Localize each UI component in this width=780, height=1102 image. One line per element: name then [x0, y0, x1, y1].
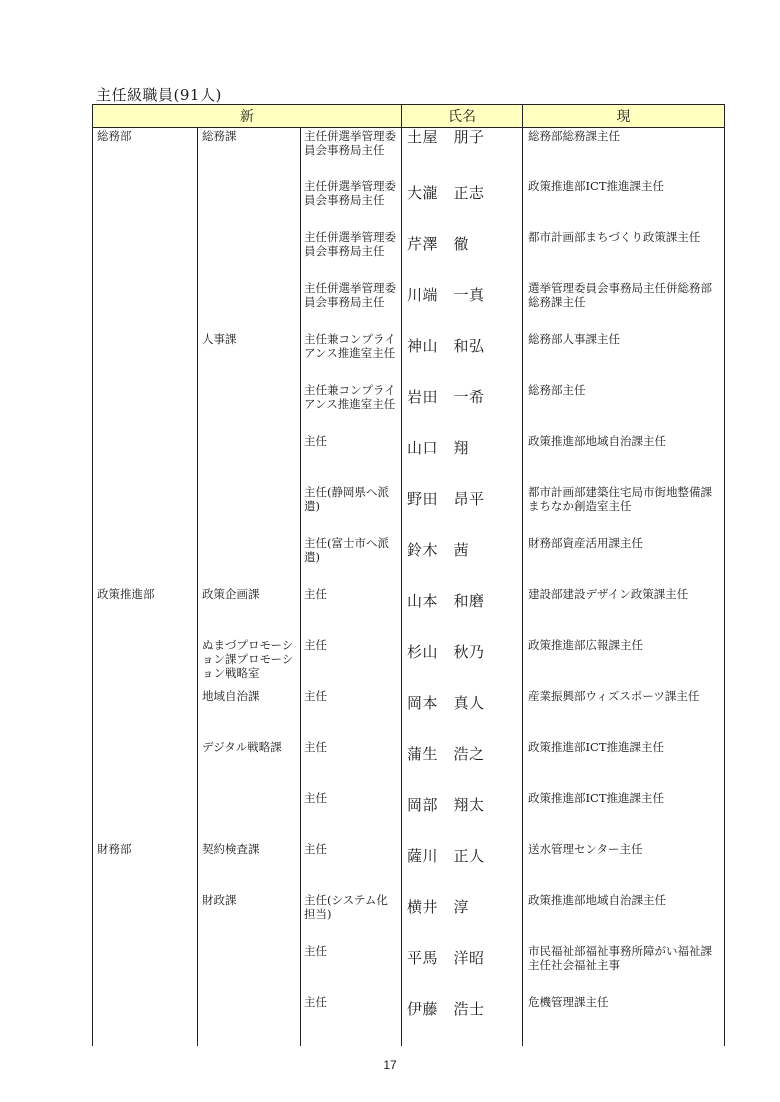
table-row [93, 383, 725, 434]
name-cell: 神山 和弘 [402, 332, 523, 383]
section-cell: ぬまづプロモーション課プロモーション戦略室 [198, 638, 301, 689]
name-cell: 岩田 一希 [402, 383, 523, 434]
department-cell [93, 485, 198, 536]
name-cell: 杉山 秋乃 [402, 638, 523, 689]
position-cell: 主任 [301, 740, 402, 791]
department-cell [93, 230, 198, 281]
name-cell: 岡部 翔太 [402, 791, 523, 842]
position-cell: 主任 [301, 434, 402, 485]
name-cell: 鈴木 茜 [402, 536, 523, 587]
section-cell [198, 383, 301, 434]
section-cell [198, 791, 301, 842]
previous-position-cell: 総務部人事課主任 [523, 332, 725, 383]
position-cell: 主任併選挙管理委員会事務局主任 [301, 179, 402, 230]
table-row [93, 128, 725, 179]
department-cell [93, 281, 198, 332]
page-number: 17 [383, 1058, 397, 1072]
department-cell [93, 638, 198, 689]
department-cell: 総務部 [93, 128, 198, 179]
position-cell: 主任 [301, 944, 402, 995]
position-cell: 主任兼コンプライアンス推進室主任 [301, 383, 402, 434]
previous-position-cell: 政策推進部ICT推進課主任 [523, 179, 725, 230]
table-row [93, 638, 725, 689]
department-cell [93, 893, 198, 944]
section-cell: デジタル戦略課 [198, 740, 301, 791]
position-cell: 主任併選挙管理委員会事務局主任 [301, 230, 402, 281]
name-cell: 横井 淳 [402, 893, 523, 944]
previous-position-cell: 政策推進部広報課主任 [523, 638, 725, 689]
department-cell [93, 944, 198, 995]
section-cell: 人事課 [198, 332, 301, 383]
previous-position-cell: 送水管理センター主任 [523, 842, 725, 893]
previous-position-cell: 市民福祉部福祉事務所障がい福祉課主任社会福祉主事 [523, 944, 725, 995]
previous-position-cell: 政策推進部ICT推進課主任 [523, 740, 725, 791]
name-cell: 岡本 真人 [402, 689, 523, 740]
previous-position-cell: 政策推進部地域自治課主任 [523, 893, 725, 944]
table-row [93, 536, 725, 587]
section-cell: 地域自治課 [198, 689, 301, 740]
table-row [93, 332, 725, 383]
table-header [93, 105, 725, 128]
table-row [93, 893, 725, 944]
name-cell: 芹澤 徹 [402, 230, 523, 281]
name-cell: 山本 和磨 [402, 587, 523, 638]
section-cell: 財政課 [198, 893, 301, 944]
position-cell: 主任併選挙管理委員会事務局主任 [301, 281, 402, 332]
position-cell: 主任併選挙管理委員会事務局主任 [301, 128, 402, 179]
table-row [93, 230, 725, 281]
position-cell: 主任(静岡県へ派遣) [301, 485, 402, 536]
previous-position-cell: 建設部建設デザイン政策課主任 [523, 587, 725, 638]
section-cell: 総務課 [198, 128, 301, 179]
section-cell [198, 434, 301, 485]
department-cell [93, 179, 198, 230]
table-row [93, 587, 725, 638]
position-cell: 主任 [301, 689, 402, 740]
previous-position-cell: 政策推進部地域自治課主任 [523, 434, 725, 485]
header-name: 氏名 [402, 105, 523, 128]
department-cell: 政策推進部 [93, 587, 198, 638]
section-cell [198, 230, 301, 281]
previous-position-cell: 都市計画部建築住宅局市街地整備課まちなか創造室主任 [523, 485, 725, 536]
position-cell: 主任 [301, 638, 402, 689]
section-cell [198, 995, 301, 1046]
name-cell: 薩川 正人 [402, 842, 523, 893]
department-cell [93, 791, 198, 842]
previous-position-cell: 政策推進部ICT推進課主任 [523, 791, 725, 842]
previous-position-cell: 財務部資産活用課主任 [523, 536, 725, 587]
position-cell: 主任 [301, 791, 402, 842]
position-cell: 主任 [301, 842, 402, 893]
previous-position-cell: 危機管理課主任 [523, 995, 725, 1046]
table-row [93, 842, 725, 893]
department-cell: 財務部 [93, 842, 198, 893]
table-row [93, 281, 725, 332]
table-row [93, 740, 725, 791]
table-row [93, 995, 725, 1046]
position-cell: 主任 [301, 995, 402, 1046]
name-cell: 伊藤 浩士 [402, 995, 523, 1046]
department-cell [93, 536, 198, 587]
section-cell: 契約検査課 [198, 842, 301, 893]
previous-position-cell: 総務部総務課主任 [523, 128, 725, 179]
department-cell [93, 740, 198, 791]
page-title: 主任級職員(91人) [96, 86, 222, 104]
department-cell [93, 434, 198, 485]
table-row [93, 944, 725, 995]
table-row [93, 434, 725, 485]
table-row [93, 179, 725, 230]
department-cell [93, 383, 198, 434]
personnel-table [92, 104, 725, 1046]
position-cell: 主任(富士市へ派遣) [301, 536, 402, 587]
header-current: 現 [523, 105, 725, 128]
section-cell [198, 485, 301, 536]
department-cell [93, 995, 198, 1046]
table-body [93, 128, 725, 1046]
section-cell [198, 179, 301, 230]
name-cell: 大瀧 正志 [402, 179, 523, 230]
position-cell: 主任 [301, 587, 402, 638]
section-cell: 政策企画課 [198, 587, 301, 638]
position-cell: 主任(システム化担当) [301, 893, 402, 944]
table-row [93, 689, 725, 740]
position-cell: 主任兼コンプライアンス推進室主任 [301, 332, 402, 383]
department-cell [93, 689, 198, 740]
section-cell [198, 281, 301, 332]
header-new: 新 [93, 105, 402, 128]
name-cell: 川端 一真 [402, 281, 523, 332]
name-cell: 土屋 朋子 [402, 128, 523, 179]
name-cell: 平馬 洋昭 [402, 944, 523, 995]
previous-position-cell: 選挙管理委員会事務局主任併総務部総務課主任 [523, 281, 725, 332]
section-cell [198, 944, 301, 995]
name-cell: 野田 昂平 [402, 485, 523, 536]
department-cell [93, 332, 198, 383]
name-cell: 山口 翔 [402, 434, 523, 485]
name-cell: 蒲生 浩之 [402, 740, 523, 791]
previous-position-cell: 産業振興部ウィズスポーツ課主任 [523, 689, 725, 740]
table-row [93, 791, 725, 842]
table-row [93, 485, 725, 536]
previous-position-cell: 都市計画部まちづくり政策課主任 [523, 230, 725, 281]
section-cell [198, 536, 301, 587]
previous-position-cell: 総務部主任 [523, 383, 725, 434]
